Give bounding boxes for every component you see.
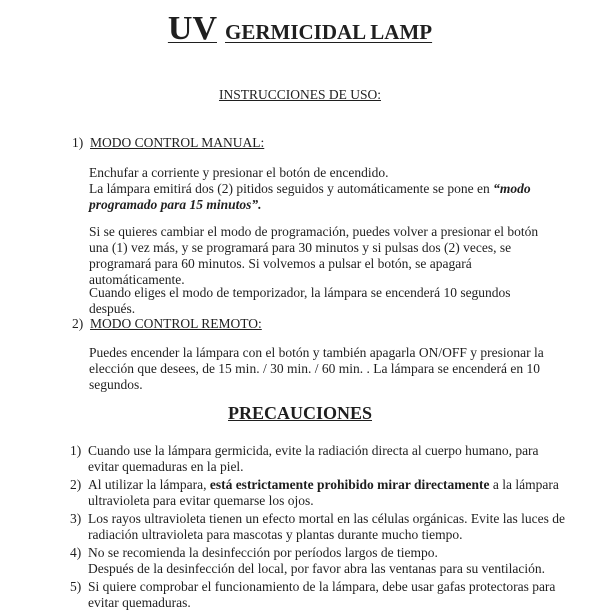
list-item-text-line1: No se recomienda la desinfección por períodos largos de tiempo. <box>88 545 438 560</box>
list-item-number: 1) <box>70 443 82 458</box>
list-item-number: 5) <box>70 579 82 594</box>
title-uv: UV <box>167 10 217 47</box>
list-item <box>70 545 570 577</box>
list-item <box>70 579 570 611</box>
section-2-number: 2) <box>72 316 84 331</box>
list-item-text-post: a la lámpara ultravioleta para evitar quemarse los ojos. <box>88 477 559 508</box>
list-item-text <box>88 545 570 577</box>
section-2-heading <box>72 316 262 332</box>
section-1-paragraph-2: Si se quieres cambiar el modo de programación, puedes volver a presionar el botón una (1) vez más, y se programará para 30 minutos y si pulsas dos (2) veces, se programará para 60 minutos. Si volvemos a pulsar el botón, se apagará automáticamente. <box>89 224 539 287</box>
section-1-p1-emphasis: “modo programado para 15 minutos” <box>89 181 531 212</box>
precautions-list <box>70 443 570 613</box>
section-1-paragraph-3: Cuando eliges el modo de temporizador, la lámpara se encenderá 10 segundos después. <box>89 285 511 316</box>
section-1-number: 1) <box>72 135 84 150</box>
list-item <box>70 511 570 543</box>
list-item-text-line2: Después de la desinfección del local, por favor abra las ventanas para su ventilación. <box>88 561 545 576</box>
list-item-text-bold: está estrictamente prohibido mirar directamente <box>209 477 490 492</box>
list-item-number: 2) <box>70 477 82 492</box>
section-1-p1-line1: Enchufar a corriente y presionar el botón de encendido. <box>89 165 389 180</box>
section-1-heading <box>72 135 264 151</box>
document-title <box>0 10 600 48</box>
instructions-heading: INSTRUCCIONES DE USO: <box>218 87 381 102</box>
list-item-text: Cuando use la lámpara germicida, evite la radiación directa al cuerpo humano, para evitar quemaduras en la piel. <box>88 443 539 474</box>
section-1-p1-end: . <box>258 197 262 212</box>
section-1-paragraph-1 <box>89 165 559 213</box>
list-item-text-pre: Al utilizar la lámpara, <box>88 477 210 492</box>
section-1-p1-line2: La lámpara emitirá dos (2) pitidos seguidos y automáticamente se pone en <box>89 181 494 196</box>
list-item <box>70 443 570 475</box>
list-item <box>70 477 570 509</box>
list-item-text: Si quiere comprobar el funcionamiento de la lámpara, debe usar gafas protectoras para evitar quemaduras. <box>88 579 556 610</box>
list-item-number: 4) <box>70 545 82 560</box>
list-item-number: 3) <box>70 511 82 526</box>
section-1-title: MODO CONTROL MANUAL: <box>90 135 265 150</box>
list-item-text <box>88 477 570 509</box>
title-rest: GERMICIDAL LAMP <box>225 20 433 44</box>
precautions-heading: PRECAUCIONES <box>227 403 373 423</box>
section-2-paragraph-1: Puedes encender la lámpara con el botón y también apagarla ON/OFF y presionar la elección que desees, de 15 min. / 30 min. / 60 min. . La lámpara se encenderá en 10 segundos. <box>89 345 544 392</box>
list-item-text: Los rayos ultravioleta tienen un efecto mortal en las células orgánicas. Evite las luces de radiación ultravioleta para mascotas y plantas durante mucho tiempo. <box>88 511 565 542</box>
section-2-title: MODO CONTROL REMOTO: <box>90 316 262 331</box>
